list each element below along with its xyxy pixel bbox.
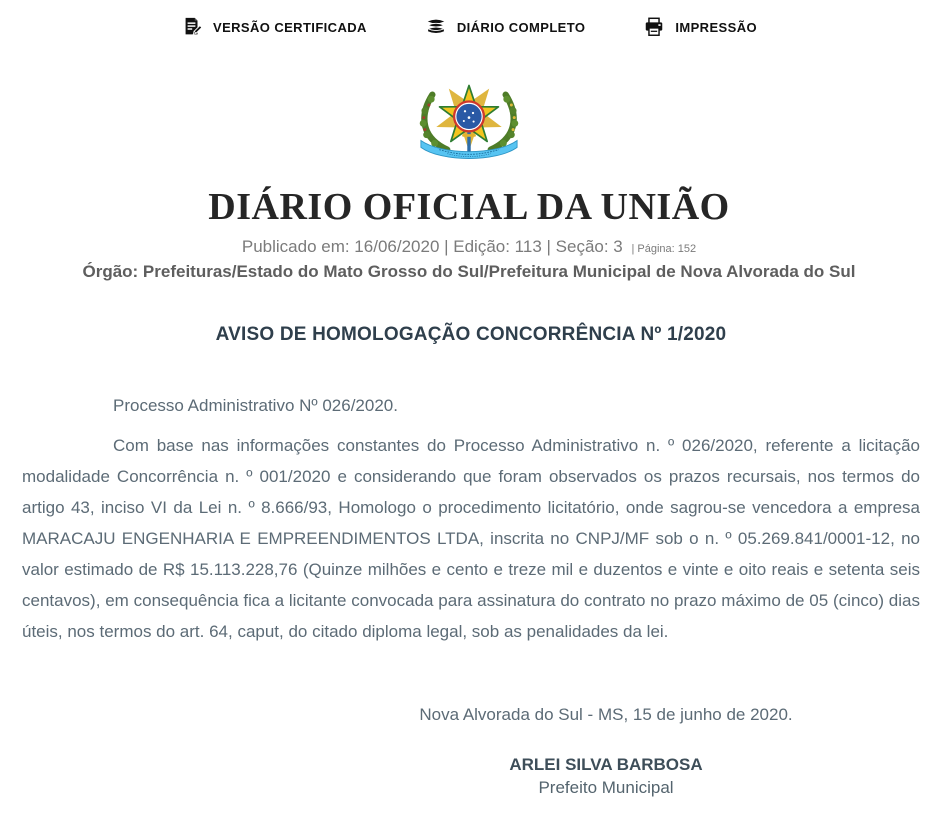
article-paragraph: Processo Administrativo Nº 026/2020. (113, 396, 398, 415)
publication-meta-main: Publicado em: 16/06/2020 | Edição: 113 | Seção: 3 (241, 237, 623, 256)
organ-line: Órgão: Prefeituras/Estado do Mato Grosso do Sul/Prefeitura Municipal de Nova Alvorada do Sul (82, 262, 856, 281)
gazette-title: DIÁRIO OFICIAL DA UNIÃO (208, 186, 730, 228)
printer-icon (643, 16, 665, 38)
publication-meta-page: | Página: 152 (631, 243, 697, 255)
publication-meta (0, 237, 938, 257)
signature-block (292, 755, 920, 798)
article-paragraph: Com base nas informações constantes do Processo Administrativo n. º 026/2020, referente a licitação modalidade Concorrência n. º 001/2020 e considerando que foram observados os prazos recursais, nos termos do artigo 43, inciso VI da Lei n. º 8.666/93, Homologo o procedimento licitatório, onde sagrou-se vencedora a empresa MARACAJU ENGENHARIA E EMPREENDIMENTOS LTDA, inscrita no CNPJ/MF sob o n. º 05.269.841/0001-12, no valor estimado de R$ 15.113.228,76 (Quinze milhões e cento e treze mil e duzentos e vinte e oito reais e setenta seis centavos), em consequência fica a licitante convocada para assinatura do contrato no prazo máximo de 05 (cinco) dias úteis, nos termos do art. 64, caput, do citado diploma legal, sob as penalidades da lei. (22, 436, 920, 641)
toolbar-item-label: IMPRESSÃO (675, 19, 757, 35)
certified-document-icon (181, 16, 203, 38)
masthead (0, 72, 938, 282)
article (0, 324, 938, 822)
journal-stack-icon (425, 16, 447, 38)
print-button[interactable] (643, 16, 757, 38)
signature-name: ARLEI SILVA BARBOSA (509, 755, 703, 774)
closing-block (292, 705, 920, 798)
toolbar-item-label: DIÁRIO COMPLETO (456, 19, 586, 35)
brazil-coat-of-arms (0, 72, 938, 175)
certified-version-button[interactable] (181, 16, 367, 38)
toolbar (0, 0, 938, 38)
full-gazette-button[interactable] (425, 16, 586, 38)
dateline: Nova Alvorada do Sul - MS, 15 de junho de 2020. (419, 705, 793, 724)
toolbar-item-label: VERSÃO CERTIFICADA (213, 19, 367, 35)
signature-role: Prefeito Municipal (538, 778, 674, 797)
article-heading: AVISO DE HOMOLOGAÇÃO CONCORRÊNCIA Nº 1/2020 (215, 324, 727, 345)
